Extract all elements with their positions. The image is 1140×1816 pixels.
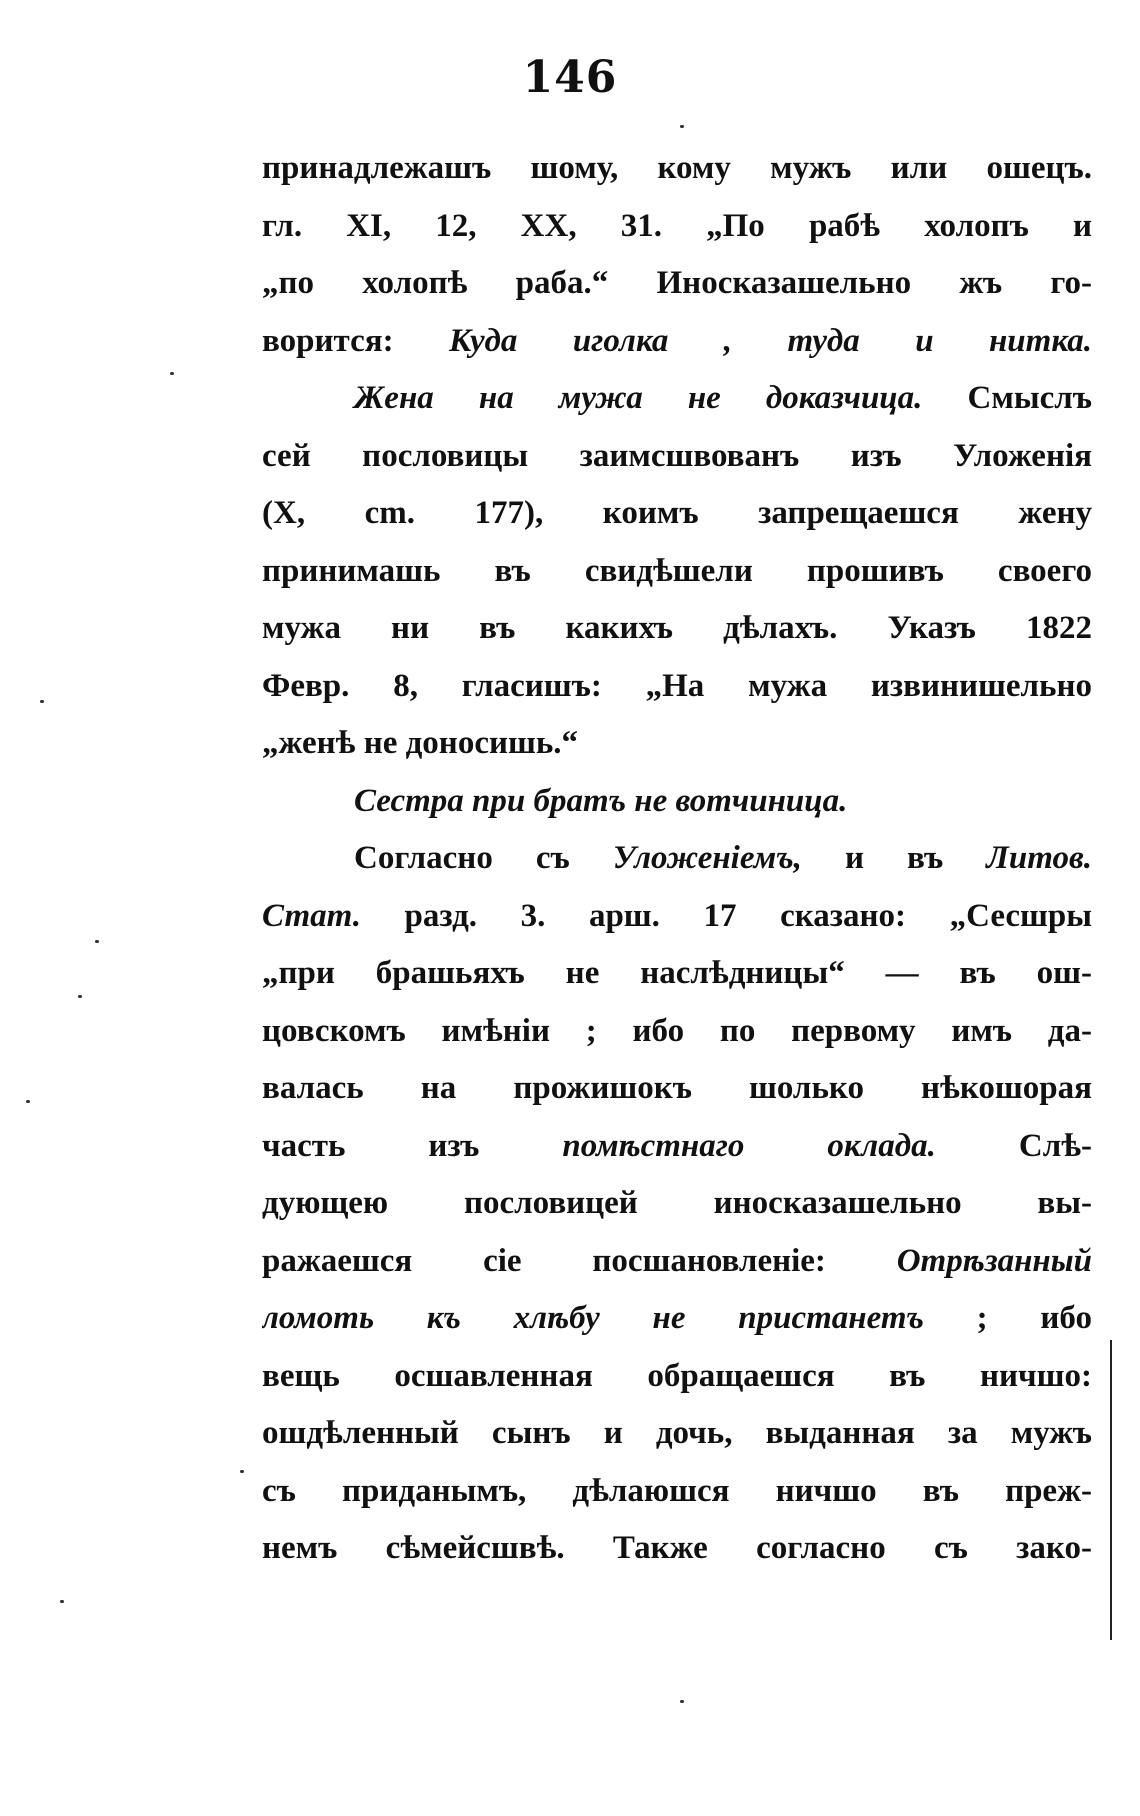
text-segment: цовскомъ имѣніи ; ибо по первому имъ да- bbox=[262, 1012, 1092, 1049]
text-segment: принимашь въ свидѣшели прошивъ своего bbox=[262, 552, 1092, 589]
italic-text-segment: ломоть къ хлѣбу не пристанетъ bbox=[262, 1300, 924, 1336]
text-line bbox=[262, 773, 1092, 831]
text-segment: Февр. 8, гласишъ: „На мужа извинишельно bbox=[262, 667, 1092, 704]
margin-rule bbox=[1110, 1340, 1112, 1640]
text-line bbox=[262, 255, 1092, 313]
italic-text-segment: Отрѣзанный bbox=[896, 1242, 1092, 1279]
speck bbox=[680, 125, 684, 128]
text-line bbox=[262, 1060, 1092, 1118]
italic-text-segment: Стат. bbox=[262, 897, 361, 934]
text-segment: сей пословицы заимсшвованъ изъ Уложенія bbox=[262, 437, 1092, 474]
speck bbox=[170, 372, 174, 375]
text-line bbox=[262, 658, 1092, 716]
body-text bbox=[262, 140, 1092, 1578]
speck bbox=[240, 1470, 244, 1473]
italic-text-segment: Уложеніемъ, bbox=[612, 840, 802, 876]
text-segment: „при брашьяхъ не наслѣдницы“ — въ ош- bbox=[262, 955, 1092, 991]
italic-text-segment: помѣстнаго оклада. bbox=[562, 1127, 936, 1164]
text-line bbox=[262, 370, 1092, 428]
speck bbox=[60, 1600, 64, 1603]
italic-text-segment: Куда иголка , туда и нитка. bbox=[449, 322, 1092, 359]
text-segment: гл. XI, 12, XX, 31. „По рабѣ холопъ и bbox=[262, 207, 1092, 244]
text-segment: (X, cm. 177), коимъ запрещаешся жену bbox=[262, 495, 1092, 531]
text-line bbox=[262, 198, 1092, 256]
text-segment: „женѣ не доносишь.“ bbox=[262, 725, 579, 761]
text-line bbox=[262, 1290, 1092, 1348]
text-segment: мужа ни въ какихъ дѣлахъ. Указъ 1822 bbox=[262, 610, 1092, 646]
speck bbox=[26, 1100, 30, 1103]
speck bbox=[95, 940, 99, 943]
text-segment: принадлежашъ шому, кому мужъ или ошецъ. bbox=[262, 150, 1092, 186]
text-line bbox=[262, 485, 1092, 543]
text-line bbox=[262, 888, 1092, 946]
text-line bbox=[262, 600, 1092, 658]
text-segment: вещь осшавленная обращаешся въ ничшо: bbox=[262, 1357, 1092, 1394]
text-segment: и въ bbox=[801, 840, 987, 876]
text-segment: Согласно съ bbox=[354, 840, 613, 876]
text-line bbox=[262, 1405, 1092, 1463]
text-segment: Слѣ- bbox=[935, 1127, 1092, 1164]
text-segment: немъ сѣмейсшвѣ. Также согласно съ зако- bbox=[262, 1530, 1092, 1566]
text-line bbox=[262, 715, 1092, 773]
text-segment: валась на прожишокъ шолько нѣкошорая bbox=[262, 1070, 1092, 1106]
speck bbox=[78, 995, 82, 998]
italic-text-segment: Сестра при братъ не вотчиница. bbox=[354, 782, 848, 819]
text-line bbox=[262, 1348, 1092, 1406]
text-segment: съ приданымъ, дѣлаюшся ничшо въ преж- bbox=[262, 1472, 1092, 1509]
text-line bbox=[262, 1003, 1092, 1061]
text-line bbox=[262, 543, 1092, 601]
text-line bbox=[262, 1463, 1092, 1521]
text-segment: ошдѣленный сынъ и дочь, выданная за мужъ bbox=[262, 1415, 1092, 1451]
text-line bbox=[262, 428, 1092, 486]
page-number: 146 bbox=[522, 52, 618, 103]
text-line bbox=[262, 140, 1092, 198]
text-segment: ражаешся сіе посшановленіе: bbox=[262, 1242, 897, 1279]
italic-text-segment: Литов. bbox=[986, 840, 1092, 876]
text-segment: ворится: bbox=[262, 322, 449, 359]
text-segment: часть изъ bbox=[262, 1127, 563, 1164]
text-segment: дующею пословицей иносказашельно вы- bbox=[262, 1185, 1092, 1221]
speck bbox=[680, 1700, 684, 1703]
text-segment: „по холопѣ раба.“ Иносказашельно жъ го- bbox=[262, 265, 1092, 301]
speck bbox=[40, 700, 44, 703]
text-segment: ; ибо bbox=[923, 1300, 1092, 1336]
text-line bbox=[262, 1233, 1092, 1291]
text-line bbox=[262, 1118, 1092, 1176]
text-segment: Смыслъ bbox=[922, 380, 1092, 416]
text-line bbox=[262, 313, 1092, 371]
text-line bbox=[262, 945, 1092, 1003]
italic-text-segment: Жена на мужа не доказчица. bbox=[354, 380, 923, 416]
text-line bbox=[262, 830, 1092, 888]
text-line bbox=[262, 1520, 1092, 1578]
text-segment: разд. 3. арш. 17 сказано: „Сесшры bbox=[360, 897, 1092, 934]
text-line bbox=[262, 1175, 1092, 1233]
